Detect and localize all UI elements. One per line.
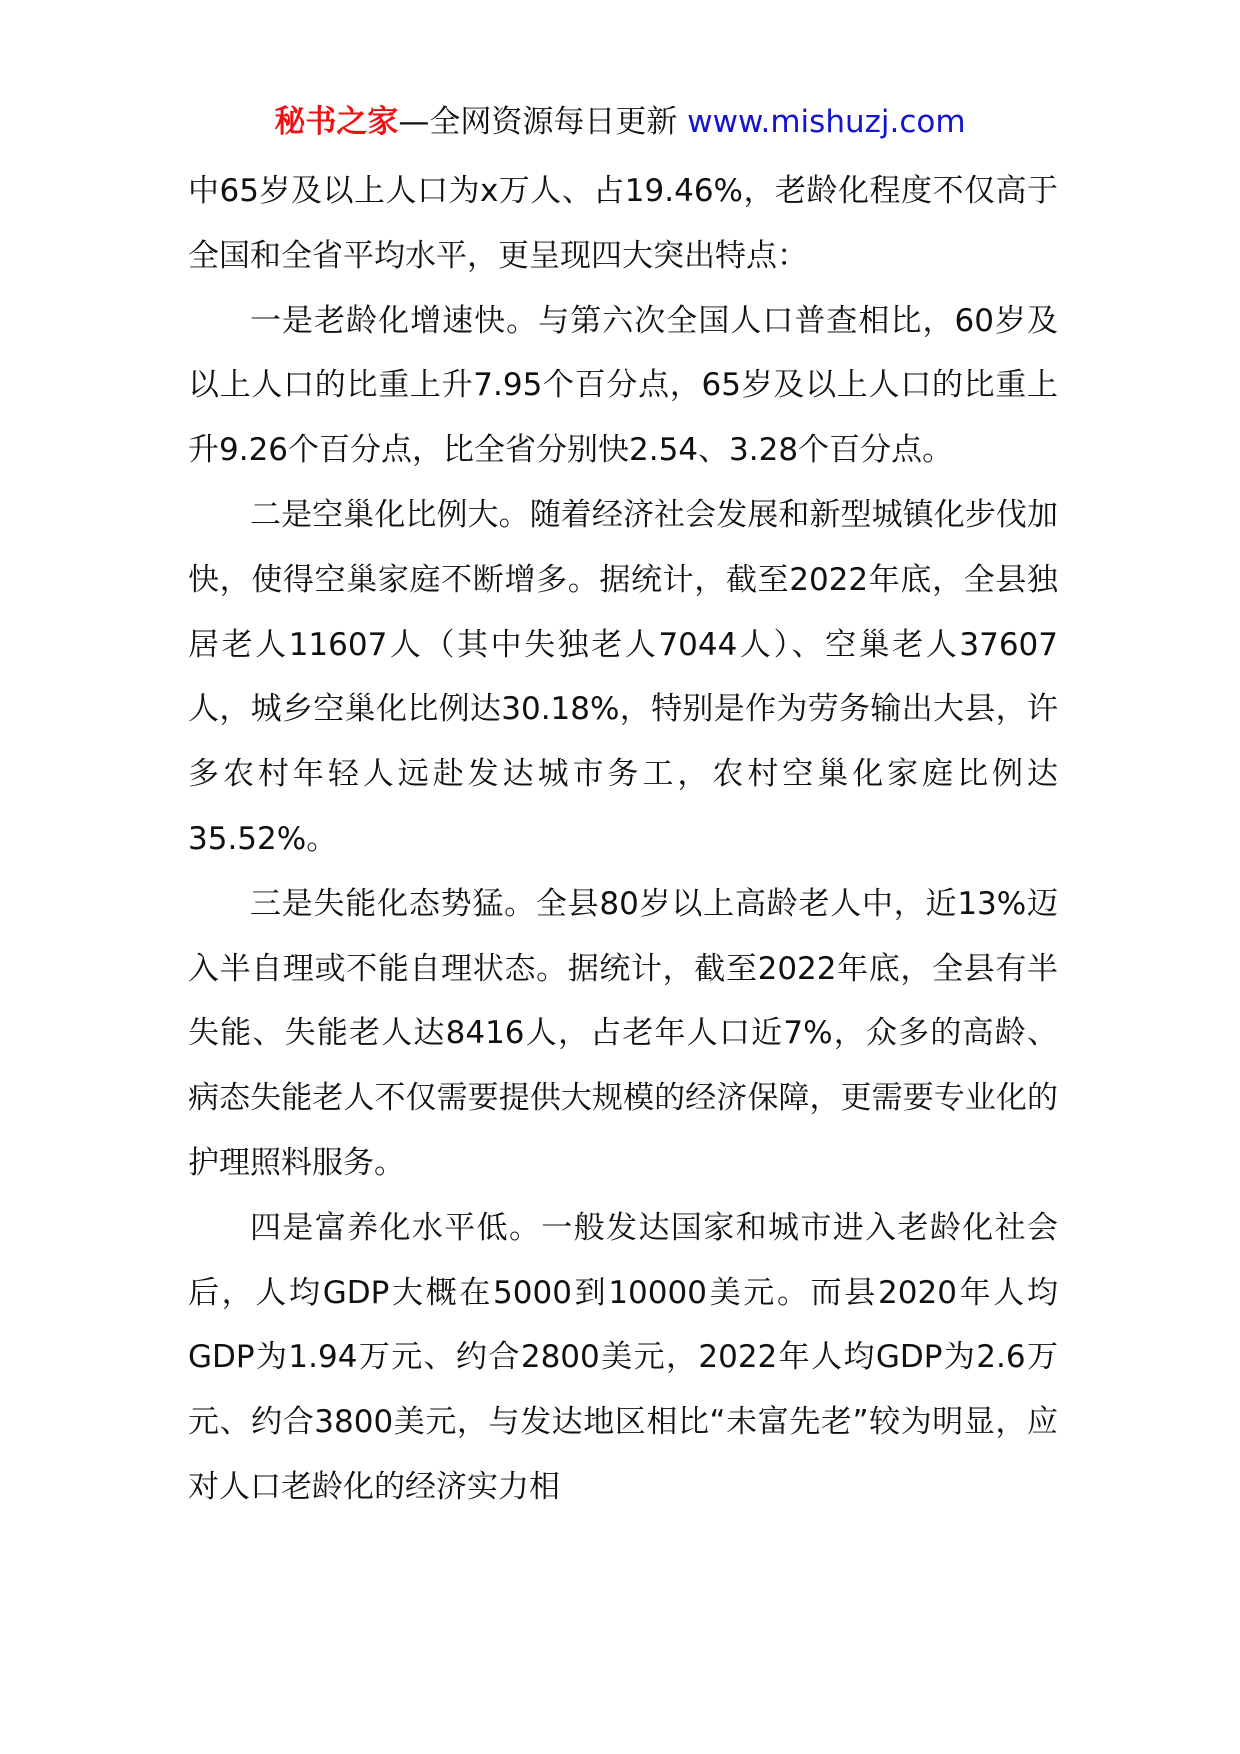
brand-name: 秘书之家 — [274, 104, 399, 140]
header-url-link[interactable]: www.mishuzj.com — [687, 104, 966, 140]
paragraph-0: 中65岁及以上人口为x万人、占19.46%，老龄化程度不仅高于全国和全省平均水平，更呈现四大突出特点： — [188, 173, 1058, 274]
paragraph-2: 二是空巢化比例大。随着经济社会发展和新型城镇化步伐加快，使得空巢家庭不断增多。据统计，截至2022年底，全县独居老人11607人（其中失独老人7044人）、空巢老人37607人，城乡空巢化比例达30.18%，特别是作为劳务输出大县，许多农村年轻人远赴发达城市务工，农村空巢化家庭比例达35.52%。 — [188, 496, 1058, 857]
paragraph-3: 三是失能化态势猛。全县80岁以上高龄老人中，近13%迈入半自理或不能自理状态。据统计，截至2022年底，全县有半失能、失能老人达8416人，占老年人口近7%，众多的高龄、病态失能老人不仅需要提供大规模的经济保障，更需要专业化的护理照料服务。 — [188, 885, 1058, 1181]
page-header — [0, 92, 1240, 152]
paragraph-4: 四是富养化水平低。一般发达国家和城市进入老龄化社会后，人均GDP大概在5000到10000美元。而县2020年人均GDP为1.94万元、约合2800美元，2022年人均GDP为2.6万元、约合3800美元，与发达地区相比“未富先老”较为明显，应对人口老龄化的经济实力相 — [188, 1209, 1058, 1505]
paragraph-1: 一是老龄化增速快。与第六次全国人口普查相比，60岁及以上人口的比重上升7.95个百分点，65岁及以上人口的比重上升9.26个百分点，比全省分别快2.54、3.28个百分点。 — [188, 302, 1058, 469]
document-body — [188, 159, 1058, 1520]
header-slogan: —全网资源每日更新 — [398, 104, 688, 140]
